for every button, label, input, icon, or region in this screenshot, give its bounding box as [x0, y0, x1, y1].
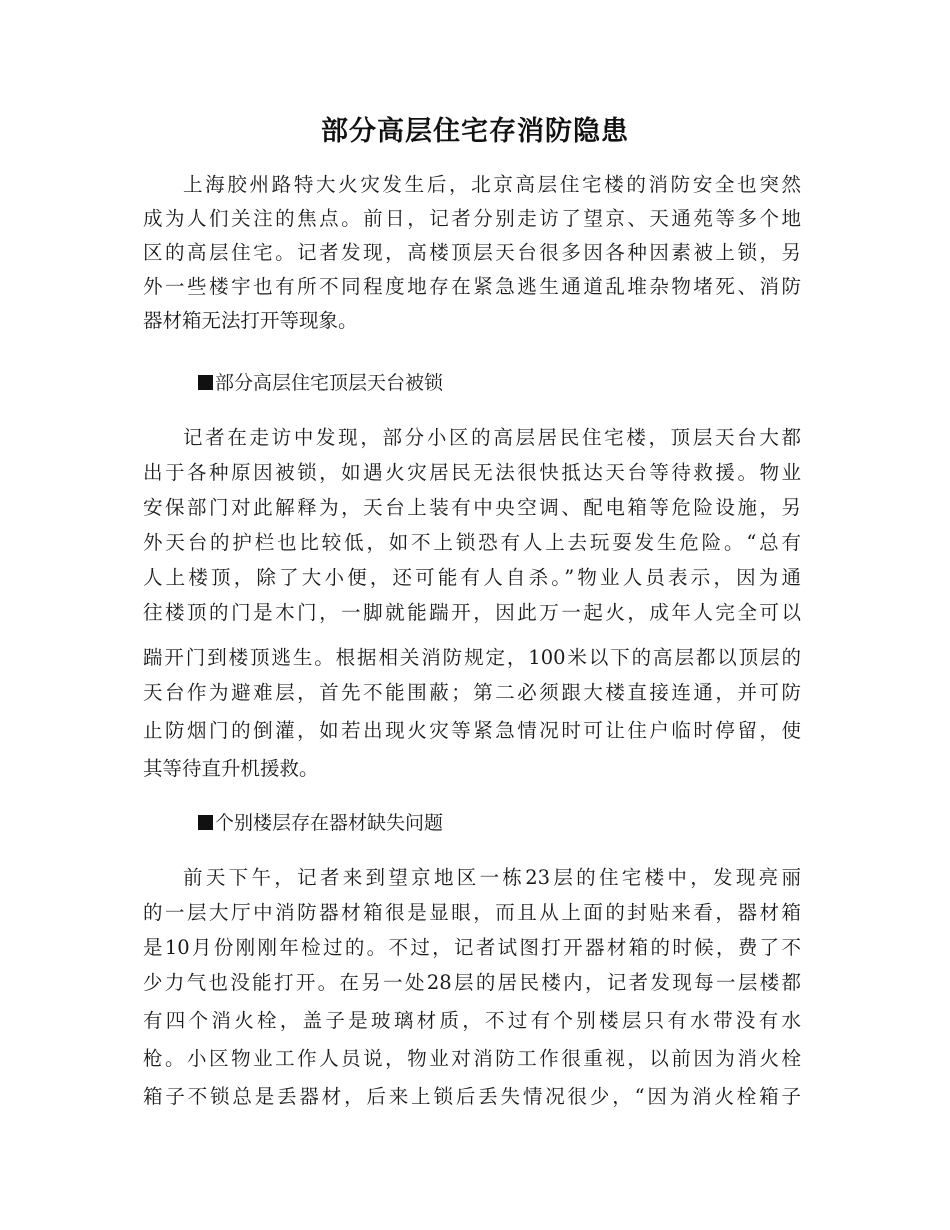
paragraph-line: 止防烟门的倒灌，如若出现火灾等紧急情况时可让住户临时停留，使	[143, 719, 801, 742]
paragraph-line: 上海胶州路特大火灾发生后，北京高层住宅楼的消防安全也突然	[183, 173, 801, 196]
paragraph-line: 记者在走访中发现，部分小区的高层居民住宅楼，顶层天台大都	[183, 426, 801, 449]
paragraph-line: 外天台的护栏也比较低，如不上锁恐有人上去玩耍发生危险。“总有	[143, 531, 801, 554]
paragraph-line: 是10月份刚刚年检过的。不过，记者试图打开器材箱的时候，费了不	[143, 936, 801, 959]
paragraph-line: 区的高层住宅。记者发现，高楼顶层天台很多因各种因素被上锁，另	[143, 241, 801, 264]
paragraph-line: 枪。小区物业工作人员说，物业对消防工作很重视，以前因为消火栓	[143, 1047, 801, 1070]
paragraph-line: 天台作为避难层，首先不能围蔽；第二必须跟大楼直接连通，并可防	[143, 681, 801, 704]
black-square-icon	[198, 375, 213, 390]
paragraph-line: 人上楼顶，除了大小便，还可能有人自杀。”物业人员表示，因为通	[143, 566, 801, 589]
paragraph-line: 安保部门对此解释为，天台上装有中央空调、配电箱等危险设施，另	[143, 496, 801, 519]
paragraph-line: 箱子不锁总是丢器材，后来上锁后丢失情况很少，“因为消火栓箱子	[143, 1085, 801, 1108]
paragraph-line: 出于各种原因被锁，如遇火灾居民无法很快抵达天台等待救援。物业	[143, 461, 801, 484]
document-title: 部分高层住宅存消防隐患	[321, 116, 629, 147]
black-square-icon	[198, 815, 213, 830]
section-heading-text: 部分高层住宅顶层天台被锁	[215, 372, 444, 394]
paragraph-line: 器材箱无法打开等现象。	[143, 309, 358, 332]
paragraph-line: 外一些楼宇也有所不同程度地存在紧急逃生通道乱堆杂物堵死、消防	[143, 275, 801, 298]
paragraph-line: 前天下午，记者来到望京地区一栋23层的住宅楼中，发现亮丽	[183, 866, 801, 889]
paragraph-line: 往楼顶的门是木门，一脚就能踹开，因此万一起火，成年人完全可以	[143, 601, 801, 624]
paragraph-line: 踹开门到楼顶逃生。根据相关消防规定，100米以下的高层都以顶层的	[143, 646, 801, 669]
paragraph-line: 少力气也没能打开。在另一处28层的居民楼内，记者发现每一层楼都	[143, 971, 801, 994]
paragraph-line: 其等待直升机援救。	[143, 757, 319, 780]
section-heading-rooftop	[198, 366, 443, 400]
paragraph-line: 成为人们关注的焦点。前日，记者分别走访了望京、天通苑等多个地	[143, 207, 801, 230]
section-heading-equipment	[198, 806, 443, 840]
section-heading-text: 个别楼层存在器材缺失问题	[215, 812, 444, 834]
paragraph-line: 的一层大厅中消防器材箱很是显眼，而且从上面的封贴来看，器材箱	[143, 901, 801, 924]
paragraph-line: 有四个消火栓，盖子是玻璃材质，不过有个别楼层只有水带没有水	[143, 1009, 801, 1032]
